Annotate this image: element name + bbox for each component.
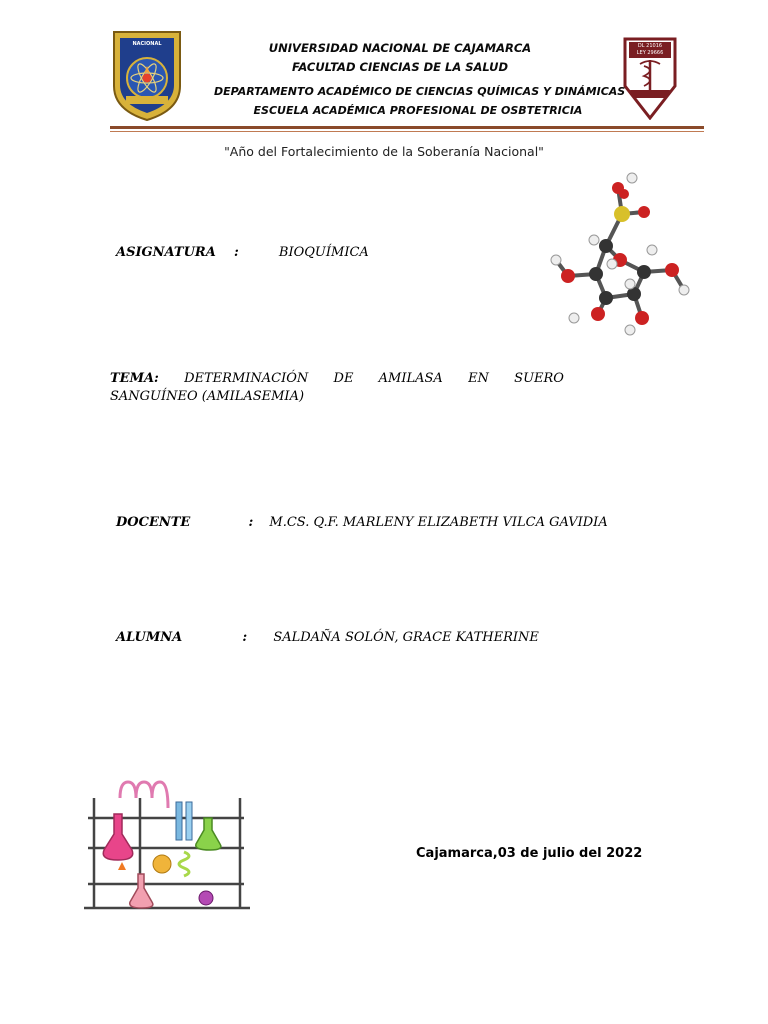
tema-block — [110, 370, 564, 406]
alumna-value: SALDAÑA SOLÓN, GRACE KATHERINE — [273, 630, 539, 645]
tema-word: DE — [333, 371, 354, 386]
tema-line-2: SANGUÍNEO (AMILASEMIA) — [110, 389, 305, 404]
year-motto: "Año del Fortalecimiento de la Soberanía Nacional" — [224, 144, 544, 159]
docente-value: M.CS. Q.F. MARLENY ELIZABETH VILCA GAVIDIA — [269, 515, 608, 530]
crest-text-1: DL 21016 — [637, 43, 663, 49]
school-name: ESCUELA ACADÉMICA PROFESIONAL DE OSBTETRICIA — [253, 104, 583, 117]
alumna-label: ALUMNA — [116, 630, 183, 645]
header-divider — [110, 126, 704, 129]
tema-word: EN — [468, 371, 489, 386]
tema-word: SUERO — [514, 371, 564, 386]
asignatura-label: ASIGNATURA — [116, 245, 216, 260]
university-name: UNIVERSIDAD NACIONAL DE CAJAMARCA — [268, 41, 532, 55]
docente-row — [116, 515, 608, 530]
docente-colon: : — [248, 515, 254, 530]
crest-text-2: LEY 29666 — [636, 50, 664, 56]
asignatura-colon: : — [233, 245, 239, 260]
tema-label: TEMA: — [110, 371, 159, 386]
place-and-date: Cajamarca,03 de julio del 2022 — [416, 846, 643, 861]
department-name: DEPARTAMENTO ACADÉMICO DE CIENCIAS QUÍMICAS Y DINÁMICAS — [214, 85, 626, 98]
tema-word: DETERMINACIÓN — [184, 371, 309, 386]
tema-line-1 — [110, 370, 564, 388]
header-divider-thin — [110, 131, 704, 132]
lab-equipment-image — [84, 778, 250, 914]
asignatura-row — [116, 245, 369, 260]
tema-word: AMILASA — [378, 371, 443, 386]
docente-label: DOCENTE — [116, 515, 191, 530]
faculty-name: FACULTAD CIENCIAS DE LA SALUD — [291, 60, 509, 74]
asignatura-value: BIOQUÍMICA — [278, 245, 369, 260]
university-logo-text: NACIONAL — [132, 41, 162, 47]
alumna-colon: : — [242, 630, 248, 645]
alumna-row — [116, 630, 539, 645]
molecule-image — [540, 168, 700, 348]
